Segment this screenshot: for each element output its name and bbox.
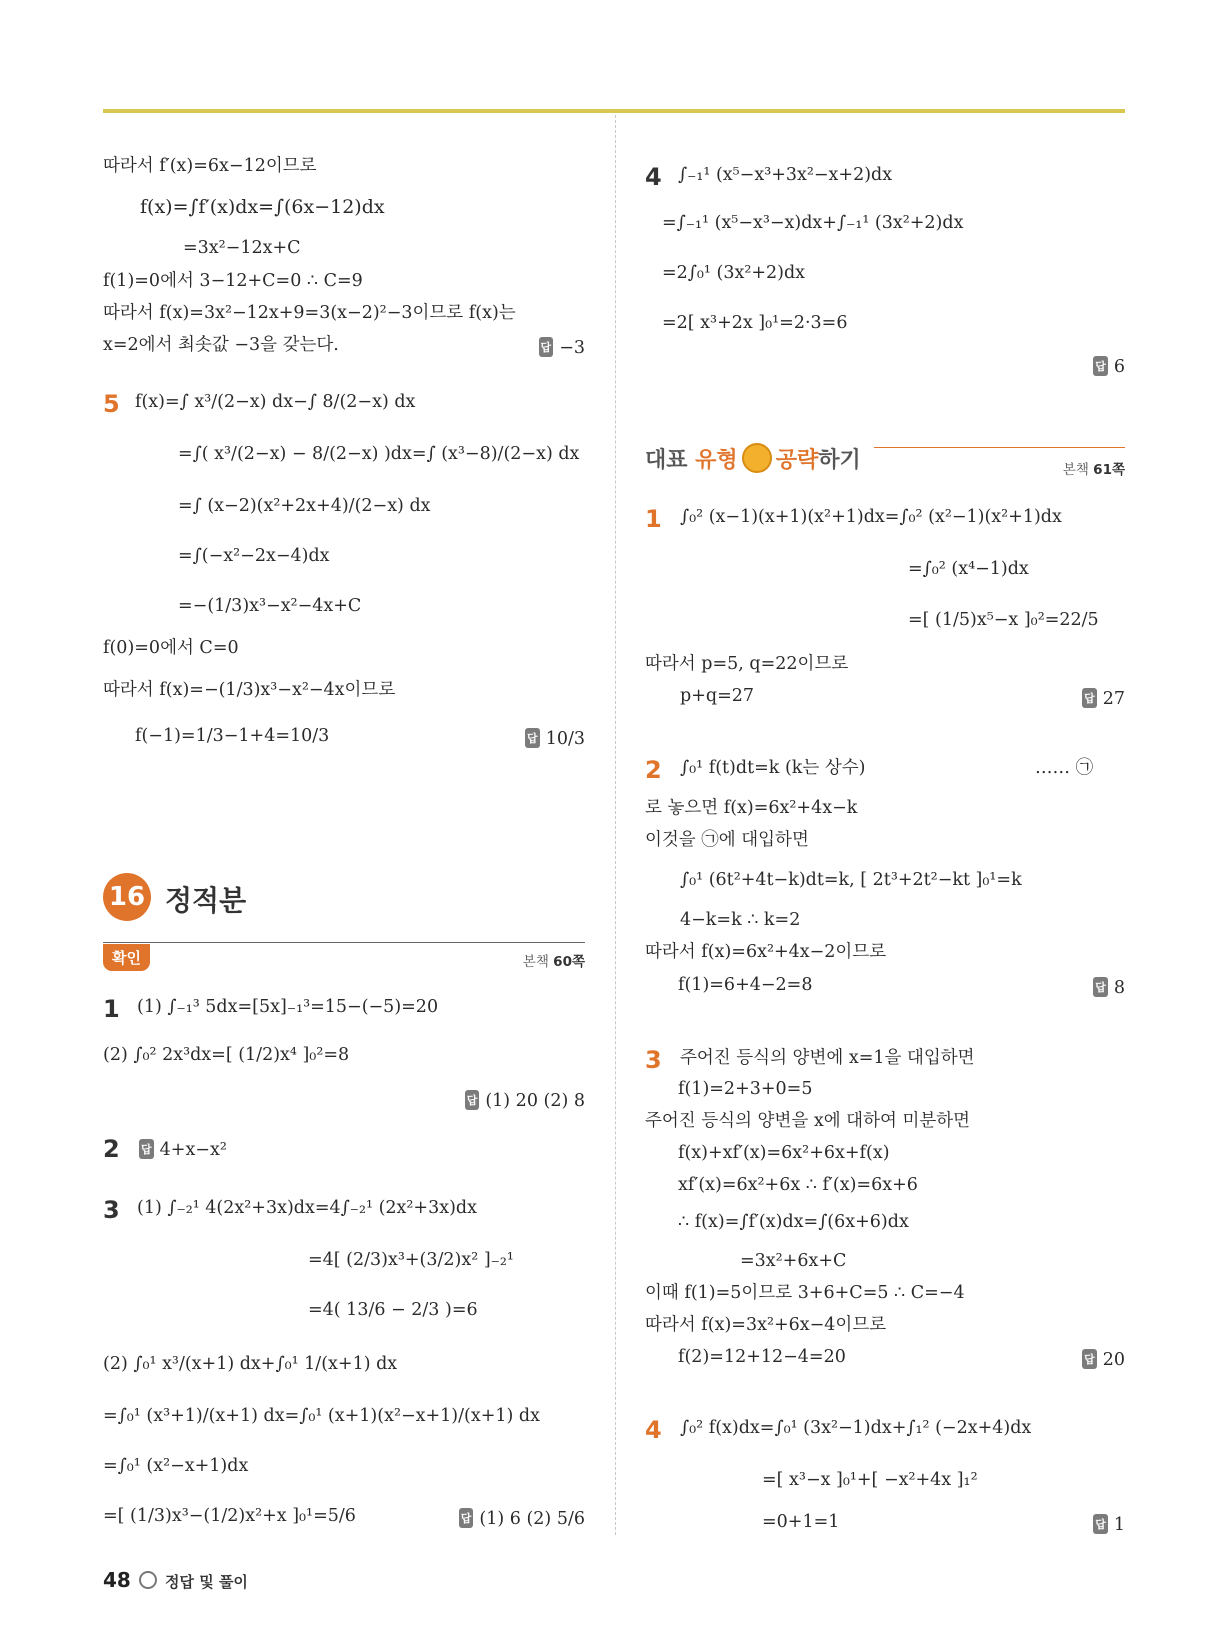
t3-line-7: =3x²+6x+C — [740, 1251, 847, 1271]
p5-line-5: =−(1/3)x³−x²−4x+C — [178, 596, 362, 616]
t2-equation-mark: …… ㉠ — [1035, 758, 1094, 778]
t2-line-3: 이것을 ㉠에 대입하면 — [645, 830, 809, 850]
p4-line-3: =2∫₀¹ (3x²+2)dx — [662, 263, 806, 283]
q3-line-7: =[ (1/3)x³−(1/2)x²+x ]₀¹=5/6 — [103, 1506, 356, 1526]
t3-line-10: f(2)=12+12−4=20 — [678, 1347, 846, 1367]
t3-line-6: ∴ f(x)=∫f′(x)dx=∫(6x+6)dx — [678, 1212, 909, 1232]
question-1-number: 1 — [103, 995, 120, 1023]
p4-line-2: =∫₋₁¹ (x⁵−x³−x)dx+∫₋₁¹ (3x²+2)dx — [662, 213, 964, 233]
t3-line-4: f(x)+xf′(x)=6x²+6x+f(x) — [678, 1143, 890, 1163]
t3-line-1: 주어진 등식의 양변에 x=1을 대입하면 — [680, 1048, 975, 1068]
page-footer — [103, 1568, 248, 1592]
t3-answer — [1082, 1349, 1125, 1370]
t2-line-2: 로 놓으면 f(x)=6x²+4x−k — [645, 798, 858, 818]
p5-line-6: f(0)=0에서 C=0 — [103, 638, 239, 658]
q3-line-6: =∫₀¹ (x²−x+1)dx — [103, 1456, 249, 1476]
t2-line-7: f(1)=6+4−2=8 — [678, 975, 813, 995]
q1-answer — [465, 1090, 585, 1111]
p5-line-1: f(x)=∫ x³/(2−x) dx−∫ 8/(2−x) dx — [135, 392, 416, 412]
answer-value: 20 — [1102, 1350, 1125, 1370]
t4-line-1: ∫₀² f(x)dx=∫₀¹ (3x²−1)dx+∫₁² (−2x+4)dx — [680, 1418, 1032, 1438]
type-3-number: 3 — [645, 1046, 662, 1074]
t4-line-2: =[ x³−x ]₀¹+[ −x²+4x ]₁² — [762, 1470, 978, 1490]
type-1-number: 1 — [645, 505, 662, 533]
t3-line-2: f(1)=2+3+0=5 — [678, 1079, 813, 1099]
type-title-part-c: 공략 — [775, 448, 819, 473]
p4-answer — [1093, 356, 1125, 377]
section-title: 정적분 — [165, 884, 247, 917]
t3-line-3: 주어진 등식의 양변을 x에 대하여 미분하면 — [645, 1111, 971, 1131]
prev-line-3: =3x²−12x+C — [183, 238, 301, 258]
q1-line-1: (1) ∫₋₁³ 5dx=[5x]₋₁³=15−(−5)=20 — [137, 997, 439, 1017]
p5-line-2: =∫( x³/(2−x) − 8/(2−x) )dx=∫ (x³−8)/(2−x) dx — [178, 444, 580, 464]
answer-badge: 답 — [1082, 1349, 1097, 1369]
prev-line-1: 따라서 f′(x)=6x−12이므로 — [103, 156, 317, 176]
problem-5-number: 5 — [103, 390, 120, 418]
type-title-part-b: 유형 — [695, 448, 738, 473]
t2-line-1: ∫₀¹ f(t)dt=k (k는 상수) — [680, 758, 866, 778]
answer-value: 1 — [1113, 1515, 1125, 1535]
answer-value: −3 — [559, 338, 585, 358]
section-page-ref — [523, 950, 585, 970]
page-number: 48 — [103, 1568, 131, 1592]
answer-badge: 답 — [459, 1508, 474, 1528]
type-section-rule — [874, 447, 1125, 448]
question-3-number: 3 — [103, 1196, 120, 1224]
answer-value: 27 — [1102, 689, 1125, 709]
type-title-part-d: 하기 — [818, 448, 861, 473]
ref-prefix: 본책 — [522, 954, 549, 970]
q3-line-1: (1) ∫₋₂¹ 4(2x²+3x)dx=4∫₋₂¹ (2x²+3x)dx — [137, 1198, 478, 1218]
type-page-ref — [1063, 458, 1125, 478]
answer-badge: 답 — [1093, 977, 1108, 997]
t1-line-5: p+q=27 — [680, 686, 754, 706]
t1-line-3: =[ (1/5)x⁵−x ]₀²=22/5 — [908, 610, 1099, 630]
t3-line-9: 따라서 f(x)=3x²+6x−4이므로 — [645, 1315, 887, 1335]
check-badge: 확인 — [103, 944, 150, 971]
answer-badge: 답 — [539, 337, 554, 357]
ref-page: 60쪽 — [553, 954, 585, 970]
footer-mark-icon — [139, 1571, 157, 1589]
answer-badge: 답 — [525, 728, 540, 748]
t2-line-5: 4−k=k ∴ k=2 — [680, 910, 801, 930]
section-rule — [103, 942, 585, 943]
q3-line-4: (2) ∫₀¹ x³/(x+1) dx+∫₀¹ 1/(x+1) dx — [103, 1354, 398, 1374]
q3-line-5: =∫₀¹ (x³+1)/(x+1) dx=∫₀¹ (x+1)(x²−x+1)/(x+1) dx — [103, 1406, 540, 1426]
t1-line-1: ∫₀² (x−1)(x+1)(x²+1)dx=∫₀² (x²−1)(x²+1)dx — [680, 507, 1062, 527]
medal-icon — [742, 443, 772, 473]
q2-answer — [139, 1139, 227, 1160]
type-4-number: 4 — [645, 1416, 662, 1444]
t1-line-4: 따라서 p=5, q=22이므로 — [645, 654, 849, 674]
ref-prefix: 본책 — [1062, 462, 1089, 478]
answer-badge: 답 — [1093, 1514, 1108, 1534]
answer-badge: 답 — [1093, 356, 1108, 376]
top-rule — [103, 109, 1125, 113]
p5-line-3: =∫ (x−2)(x²+2x+4)/(2−x) dx — [178, 496, 431, 516]
t1-line-2: =∫₀² (x⁴−1)dx — [908, 559, 1029, 579]
prev-line-2: f(x)=∫f′(x)dx=∫(6x−12)dx — [140, 196, 385, 218]
footer-label: 정답 및 풀이 — [165, 1573, 248, 1591]
answer-value: (1) 20 (2) 8 — [485, 1091, 585, 1111]
prev-line-5: 따라서 f(x)=3x²−12x+9=3(x−2)²−3이므로 f(x)는 — [103, 303, 516, 323]
section-number-badge: 16 — [103, 873, 151, 921]
answer-value: 6 — [1113, 357, 1125, 377]
column-divider — [615, 115, 616, 1535]
t2-answer — [1093, 977, 1125, 998]
type-2-number: 2 — [645, 756, 662, 784]
t4-answer — [1093, 1514, 1125, 1535]
p5-line-8: f(−1)=1/3−1+4=10/3 — [135, 726, 330, 746]
q1-line-2: (2) ∫₀² 2x³dx=[ (1/2)x⁴ ]₀²=8 — [103, 1045, 350, 1065]
answer-badge: 답 — [139, 1139, 154, 1159]
t2-line-6: 따라서 f(x)=6x²+4x−2이므로 — [645, 942, 887, 962]
q3-line-3: =4( 13/6 − 2/3 )=6 — [308, 1300, 478, 1320]
t3-line-5: xf′(x)=6x²+6x ∴ f′(x)=6x+6 — [678, 1175, 918, 1195]
p4-line-4: =2[ x³+2x ]₀¹=2·3=6 — [662, 313, 848, 333]
ref-page: 61쪽 — [1093, 462, 1125, 478]
q3-answer — [459, 1508, 585, 1529]
problem-4-number: 4 — [645, 163, 662, 191]
prev-answer — [539, 337, 585, 358]
p5-line-4: =∫(−x²−2x−4)dx — [178, 546, 330, 566]
p5-line-7: 따라서 f(x)=−(1/3)x³−x²−4x이므로 — [103, 680, 396, 700]
answer-value: 8 — [1113, 978, 1125, 998]
answer-badge: 답 — [1082, 688, 1097, 708]
q3-line-2: =4[ (2/3)x³+(3/2)x² ]₋₂¹ — [308, 1250, 514, 1270]
answer-value: 10/3 — [545, 729, 585, 749]
question-2-number: 2 — [103, 1135, 120, 1163]
answer-value: (1) 6 (2) 5/6 — [479, 1509, 585, 1529]
t1-answer — [1082, 688, 1125, 709]
prev-line-6: x=2에서 최솟값 −3을 갖는다. — [103, 335, 339, 355]
p4-line-1: ∫₋₁¹ (x⁵−x³+3x²−x+2)dx — [678, 165, 893, 185]
answer-badge: 답 — [465, 1090, 480, 1110]
prev-line-4: f(1)=0에서 3−12+C=0 ∴ C=9 — [103, 271, 363, 291]
p5-answer — [525, 728, 585, 749]
answer-value: 4+x−x² — [159, 1140, 227, 1160]
type-section-title — [645, 443, 861, 474]
type-title-part-a: 대표 — [645, 448, 696, 473]
t4-line-3: =0+1=1 — [762, 1512, 840, 1532]
t2-line-4: ∫₀¹ (6t²+4t−k)dt=k, [ 2t³+2t²−kt ]₀¹=k — [680, 870, 1022, 890]
t3-line-8: 이때 f(1)=5이므로 3+6+C=5 ∴ C=−4 — [645, 1283, 965, 1303]
